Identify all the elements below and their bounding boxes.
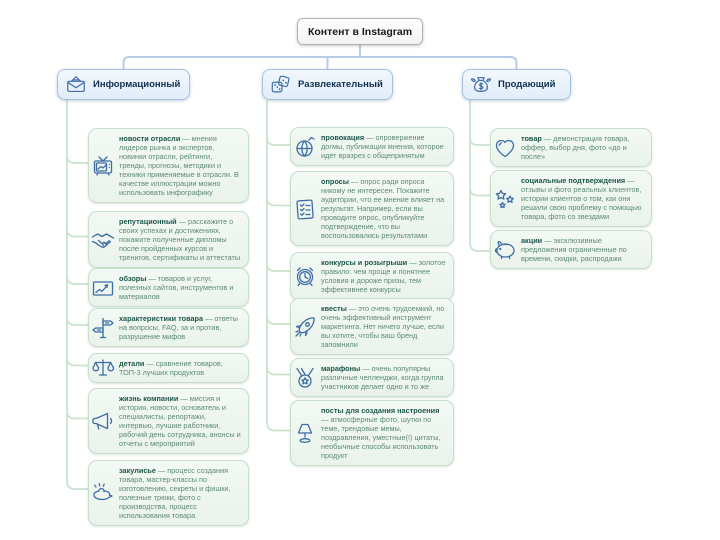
leaf-text: закулисье — процесс создания товара, мастер-классы по изготовлению, секреты и фишки, полезные трюки, фото с производства, процесс использования товара [119,466,231,521]
leaf-details[interactable] [88,353,249,383]
leaf-marathons[interactable] [290,358,454,397]
alarm-clock-icon [293,264,317,288]
leaf-product-features[interactable] [88,308,249,347]
leaf-text: характеристики товара — ответы на вопросы, FAQ, за и против, разрушение мифов [119,314,238,342]
leaf-text: марафоны — очень популярны различные челленджи, когда группа участников делает одно и то же [321,364,444,392]
leaf-industry-news[interactable] [88,128,249,203]
leaf-provocation[interactable] [290,127,454,166]
money-bag-icon [470,74,492,96]
dice-icon [270,74,292,96]
scales-icon [91,356,115,380]
lamp-icon [293,421,317,445]
branch-selling[interactable] [462,69,571,100]
piggy-bank-icon [493,238,517,262]
megaphone-icon [91,409,115,433]
leaf-quests[interactable] [290,298,454,355]
leaf-text: акции — эксклюзивные предложения ограниченные по времени, скидки, распродажи [521,236,627,264]
heart-icon [493,136,517,160]
leaf-text: социальные подтверждения — отзывы и фото реальных клиентов, истории клиентов о том, как они решили свою проблему с помощью товара, фото со звездами [521,176,642,222]
leaf-text: квесты — это очень трудоемкий, но очень эффективный инструмент маркетинга. Нет ничего лучше, если вы хотите, чтобы ваш бренд запомнили [321,304,445,350]
stars-icon [493,187,517,211]
leaf-social-proof[interactable] [490,170,652,227]
leaf-mood-posts[interactable] [290,400,454,466]
root-node[interactable] [297,18,423,45]
handshake-icon [91,228,115,252]
leaf-product[interactable] [490,128,652,167]
tv-icon [91,154,115,178]
signpost-icon [91,316,115,340]
globe-icon [293,135,317,159]
leaf-text: новости отрасли — мнения лидеров рынка и экспертов, новинки отрасли, рейтинги, тренды, прогнозы, методики и техники применяемые в отрасли. В качестве иллюстрации можно использовать инфографику [119,134,239,198]
leaf-behind-scenes[interactable] [88,460,249,526]
leaf-text: обзоры — товаров и услуг, полезных сайтов, инструментов и материалов [119,274,234,302]
checklist-icon [293,197,317,221]
leaf-reputation[interactable] [88,211,249,268]
root-label: Контент в Instagram [307,25,413,38]
leaf-reviews[interactable] [88,268,249,307]
leaf-promotions[interactable] [490,230,652,269]
leaf-text: товар — демонстрация товара, оффер, выбор дня, фото «до и после» [521,134,630,162]
leaf-contests[interactable] [290,252,454,300]
branch-informational[interactable] [57,69,190,100]
leaf-text: детали — сравнение товаров, ТОП-3 лучших продуктов [119,359,223,378]
envelope-icon [65,74,87,96]
medal-icon [293,366,317,390]
leaf-text: жизнь компании — миссия и история, новости, основатель и специалисты, репортажи, интервью, лучшие работники, рабочий день сотрудника, анонсы и отчеты с мероприятий [119,394,241,449]
leaf-company-life[interactable] [88,388,249,454]
leaf-text: репутационный — расскажите о своих успехах и достижениях, покажите полученные дипломы после пройденных курсов и тренигов, сертификаты и аттестаты [119,217,241,263]
rocket-icon [293,315,317,339]
branch-label: Развлекательный [298,79,383,90]
branch-label: Продающий [498,79,556,90]
leaf-text: провокация — опровержение догмы, публикация мнения, которое идет вразрез с общепринятым [321,133,444,161]
chart-icon [91,276,115,300]
branch-label: Информационный [93,79,181,90]
leaf-polls[interactable] [290,171,454,246]
genie-lamp-icon [91,481,115,505]
branch-entertaining[interactable] [262,69,393,100]
leaf-text: опросы — опрос ради опроса никому не интересен. Покажите аудитории, что ее мнение влияет на результат. Например, если вы проводите опрос, опубликуйте подтверждение, что вы воспользовались результатами [321,177,445,241]
leaf-text: посты для создания настроения — атмосферные фото, шутки по теме, трендовые мемы, поздравления, уместные(!) цитаты, необычные способы использовать продукт [321,406,441,461]
leaf-text: конкурсы и розыгрыши — золотое правило: чем проще и понятнее условия и дороже призы, тем эффективнее конкурсы [321,258,446,295]
